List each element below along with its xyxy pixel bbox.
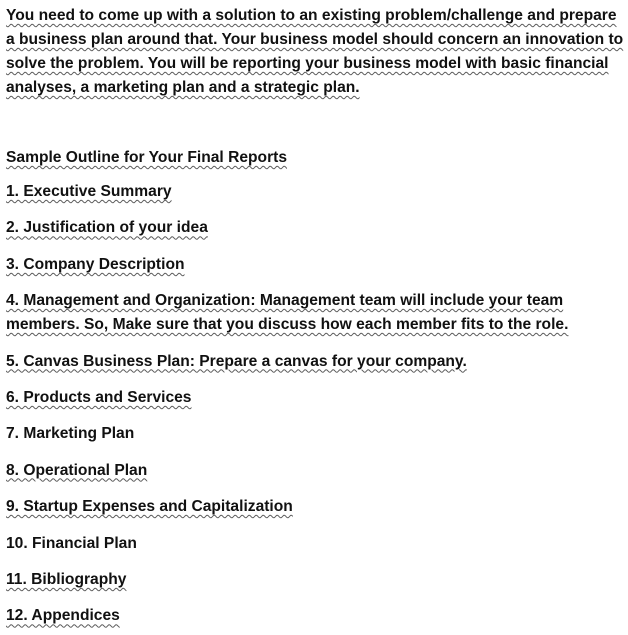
outline-item-operational-plan: 8. Operational Plan — [6, 461, 148, 479]
outline-item-justification: 2. Justification of your idea — [6, 219, 208, 237]
outline-item-products-services: 6. Products and Services — [6, 388, 192, 406]
outline-item-company-description: 3. Company Description — [6, 255, 185, 273]
outline-item-marketing-plan: 7. Marketing Plan — [6, 425, 135, 443]
outline-item-executive-summary: 1. Executive Summary — [6, 183, 172, 200]
outline-item-startup-expenses: 9. Startup Expenses and Capitalization — [6, 498, 293, 516]
outline-item-bibliography: 11. Bibliography — [6, 570, 127, 588]
outline-item-management: 4. Management and Organization: Management team will include your team members. So, Make sure that you discuss how each member fits to the role. — [6, 292, 569, 334]
outline-item-appendices: 12. Appendices — [6, 607, 120, 625]
outline-item-canvas-business-plan: 5. Canvas Business Plan: Prepare a canvas for your company. — [6, 352, 467, 370]
outline-title: Sample Outline for Your Final Reports — [6, 149, 288, 166]
intro-paragraph: You need to come up with a solution to an existing problem/challenge and prepare a business plan around that. Your business model should concern an innovation to solve the problem. You will be reporting your business model with basic financial analyses, a marketing plan and a strategic plan. — [6, 7, 624, 96]
outline-list — [6, 180, 624, 628]
outline-item-financial-plan: 10. Financial Plan — [6, 534, 137, 552]
